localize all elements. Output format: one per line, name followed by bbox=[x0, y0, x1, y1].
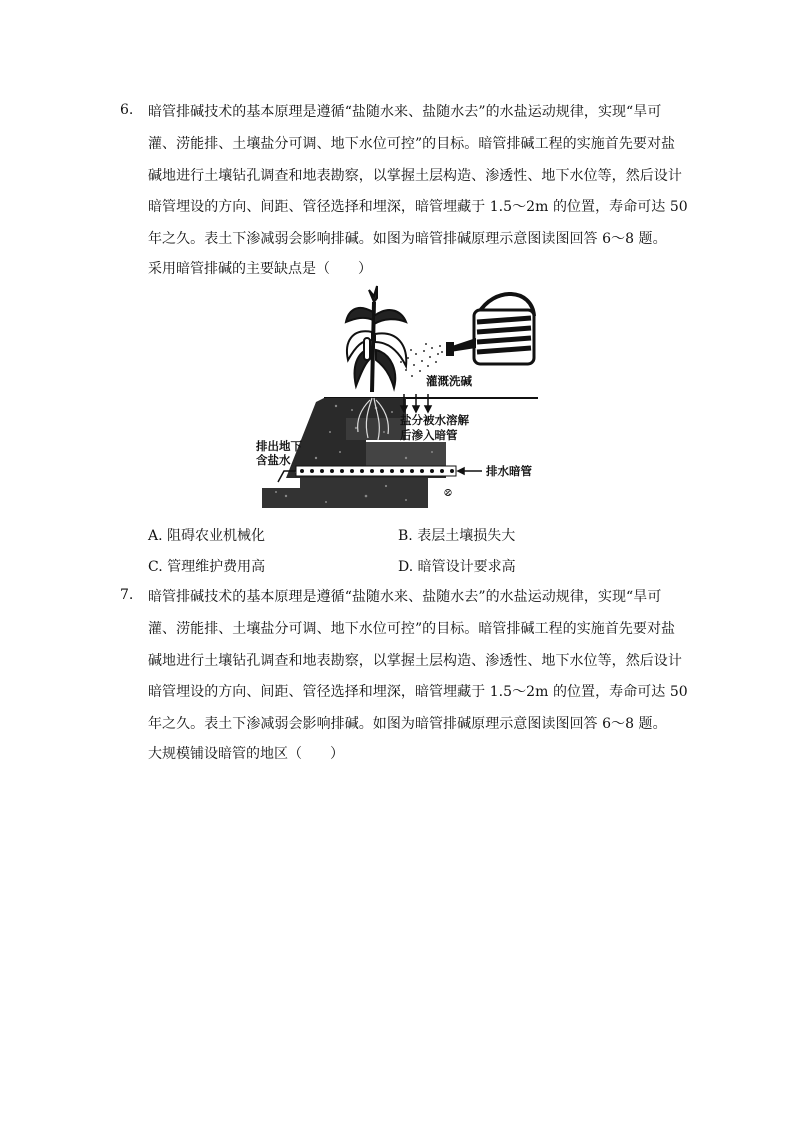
question-number: 7. bbox=[120, 587, 134, 603]
option-b[interactable]: B. 表层土壤损失大 bbox=[398, 528, 516, 544]
label-discharge-1: 排出地下 bbox=[256, 439, 302, 453]
stem-line: 暗管排碱技术的基本原理是遵循“盐随水来、盐随水去”的水盐运动规律，实现“旱可 bbox=[148, 589, 662, 605]
stem-line: 碱地进行土壤钻孔调查和地表勘察，以掌握土层构造、渗透性、地下水位等，然后设计 bbox=[148, 168, 682, 184]
stem-line: 灌、涝能排、土壤盐分可调、地下水位可控”的目标。暗管排碱工程的实施首先要对盐 bbox=[148, 621, 676, 637]
question-prompt: 大规模铺设暗管的地区（ ） bbox=[148, 746, 344, 762]
label-pipe: 排水暗管 bbox=[486, 464, 532, 478]
label-salt-dissolve-2: 后渗入暗管 bbox=[400, 428, 458, 442]
stem-line: 暗管埋设的方向、间距、管径选择和埋深，暗管埋藏于 1.5～2m 的位置，寿命可达 50 bbox=[148, 684, 688, 700]
option-d[interactable]: D. 暗管设计要求高 bbox=[398, 559, 516, 575]
stem-line: 暗管排碱技术的基本原理是遵循“盐随水来、盐随水去”的水盐运动规律，实现“旱可 bbox=[148, 104, 662, 120]
option-c[interactable]: C. 管理维护费用高 bbox=[148, 559, 266, 575]
stem-line: 年之久。表土下渗减弱会影响排碱。如图为暗管排碱原理示意图读图回答 6～8 题。 bbox=[148, 716, 667, 732]
stem-line: 碱地进行土壤钻孔调查和地表勘察，以掌握土层构造、渗透性、地下水位等，然后设计 bbox=[148, 653, 682, 669]
label-salt-dissolve-1: 盐分被水溶解 bbox=[400, 413, 469, 427]
watering-can-icon bbox=[446, 294, 534, 364]
stem-line: 年之久。表土下渗减弱会影响排碱。如图为暗管排碱原理示意图读图回答 6～8 题。 bbox=[148, 231, 667, 247]
stem-line: 暗管埋设的方向、间距、管径选择和埋深，暗管埋藏于 1.5～2m 的位置，寿命可达 50 bbox=[148, 199, 688, 215]
corn-plant-icon bbox=[346, 286, 406, 392]
drainage-diagram bbox=[256, 282, 542, 512]
label-discharge-2: 含盐水 bbox=[256, 453, 291, 467]
pipe-arrow bbox=[458, 468, 482, 474]
question-number: 6. bbox=[120, 102, 134, 118]
question-prompt: 采用暗管排碱的主要缺点是（ ） bbox=[148, 261, 372, 277]
pipe-end-mark: ⦼ bbox=[444, 488, 452, 499]
label-irrigation: 灌溉洗碱 bbox=[426, 374, 472, 388]
option-a[interactable]: A. 阻碍农业机械化 bbox=[148, 528, 266, 544]
stem-line: 灌、涝能排、土壤盐分可调、地下水位可控”的目标。暗管排碱工程的实施首先要对盐 bbox=[148, 136, 676, 152]
